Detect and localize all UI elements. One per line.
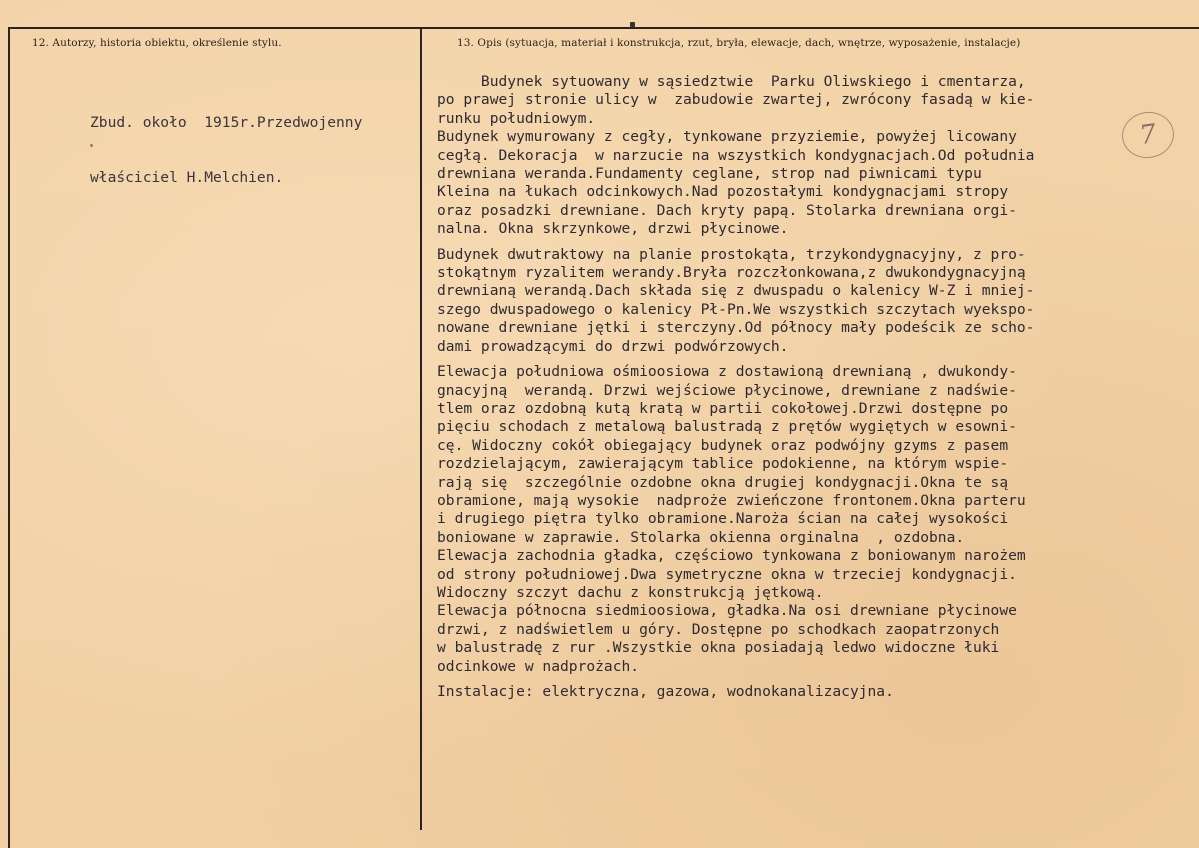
typed-line: Budynek wymurowany z cegły, tynkowane przyziemie, powyżej licowany — [437, 128, 1017, 146]
typed-line: drzwi, z nadświetlem u góry. Dostępne po schodkach zaopatrzonych — [437, 620, 1000, 638]
top-border-line — [8, 27, 1199, 29]
typed-line: rozdzielającym, zawierającym tablice podokienne, na którym wspie- — [437, 455, 1009, 473]
typed-line: właściciel H.Melchien. — [90, 169, 284, 187]
typed-line: Instalacje: elektryczna, gazowa, wodnokanalizacyjna. — [437, 683, 894, 700]
description-paragraph — [437, 246, 1034, 356]
column-divider — [420, 27, 422, 830]
typed-line: odcinkowe w nadprożach. — [437, 657, 640, 675]
section-12-header: 12. Autorzy, historia obiektu, określenie stylu. — [32, 37, 282, 49]
section-13-typed-text — [437, 73, 1034, 701]
typed-line: cegłą. Dekoracja w narzucie na wszystkich kondygnacjach.Od południa — [437, 146, 1035, 164]
typed-line: Elewacja południowa ośmioosiowa z dostawioną drewnianą , dwukondy- — [437, 363, 1017, 381]
description-paragraph — [437, 683, 1034, 701]
typed-line: drewnianą werandą.Dach składa się z dwuspadu o kalenicy W-Z i mniej- — [437, 282, 1035, 300]
handwritten-number: 7 — [1137, 118, 1159, 152]
typed-line: drewniana weranda.Fundamenty ceglane, strop nad piwnicami typu — [437, 165, 982, 183]
typed-line: Elewacja zachodnia gładka, częściowo tynkowana z boniowanym narożem — [437, 547, 1026, 565]
typed-line: Elewacja północna siedmioosiowa, gładka.Na osi drewniane płycinowe — [437, 602, 1017, 620]
typed-line: pięciu schodach z metalową balustradą z prętów wygiętych w esowni- — [437, 418, 1017, 436]
left-border-line — [8, 27, 10, 848]
typed-line: gnacyjną werandą. Drzwi wejściowe płycinowe, drewniane z nadświe- — [437, 381, 1017, 399]
typed-line: od strony południowej.Dwa symetryczne okna w trzeciej kondygnacji. — [437, 565, 1017, 583]
typed-line: Zbud. około 1915r.Przedwojenny — [90, 113, 363, 131]
typed-line: Budynek sytuowany w sąsiedztwie Parku Oliwskiego i cmentarza, — [437, 73, 1026, 90]
description-paragraph — [437, 363, 1034, 676]
typed-line: po prawej stronie ulicy w zabudowie zwartej, zwrócony fasadą w kie- — [437, 91, 1035, 109]
typed-line: nalna. Okna skrzynkowe, drzwi płycinowe. — [437, 220, 789, 238]
typed-line: Budynek dwutraktowy na planie prostokąta, trzykondygnacyjny, z pro- — [437, 245, 1026, 263]
typed-line: tlem oraz ozdobną kutą kratą w partii cokołowej.Drzwi dostępne po — [437, 399, 1009, 417]
typed-line: obramione, mają wysokie nadproże zwieńczone frontonem.Okna parteru — [437, 491, 1026, 509]
typed-line: nowane drewniane jętki i sterczyny.Od północy mały podeścik ze scho- — [437, 319, 1035, 337]
typed-line: oraz posadzki drewniane. Dach kryty papą. Stolarka drewniana orgi- — [437, 201, 1017, 219]
typed-line: boniowane w zaprawie. Stolarka okienna orginalna , ozdobna. — [437, 528, 965, 546]
typed-line: i drugiego piętra tylko obramione.Naroża ścian na całej wysokości — [437, 510, 1009, 528]
ink-speck — [630, 22, 635, 27]
section-12-typed-text — [90, 77, 362, 224]
section-13-header: 13. Opis (sytuacja, materiał i konstrukcja, rzut, bryła, elewacje, dach, wnętrze, wyposażenie, instalacje) — [457, 37, 1021, 49]
typed-line: Kleina na łukach odcinkowych.Nad pozostałymi kondygnacjami stropy — [437, 183, 1009, 201]
typed-line: Widoczny szczyt dachu z konstrukcją jętkową. — [437, 583, 824, 601]
typed-line: szego dwuspadowego o kalenicy Pł-Pn.We wszystkich szczytach wyekspo- — [437, 300, 1035, 318]
typed-line: runku południowym. — [437, 109, 596, 127]
typed-line: rają się szczególnie ozdobne okna drugiej kondygnacji.Okna te są — [437, 473, 1009, 491]
typed-line: cę. Widoczny cokół obiegający budynek oraz podwójny gzyms z pasem — [437, 436, 1009, 454]
handwritten-number-mark — [1119, 109, 1177, 162]
description-paragraph — [437, 73, 1034, 239]
typed-line: dami prowadzącymi do drzwi podwórzowych. — [437, 337, 789, 355]
typed-line: stokątnym ryzalitem werandy.Bryła rozczłonkowana,z dwukondygnacyjną — [437, 264, 1026, 282]
typed-line: w balustradę z rur .Wszystkie okna posiadają ledwo widoczne łuki — [437, 639, 1000, 657]
